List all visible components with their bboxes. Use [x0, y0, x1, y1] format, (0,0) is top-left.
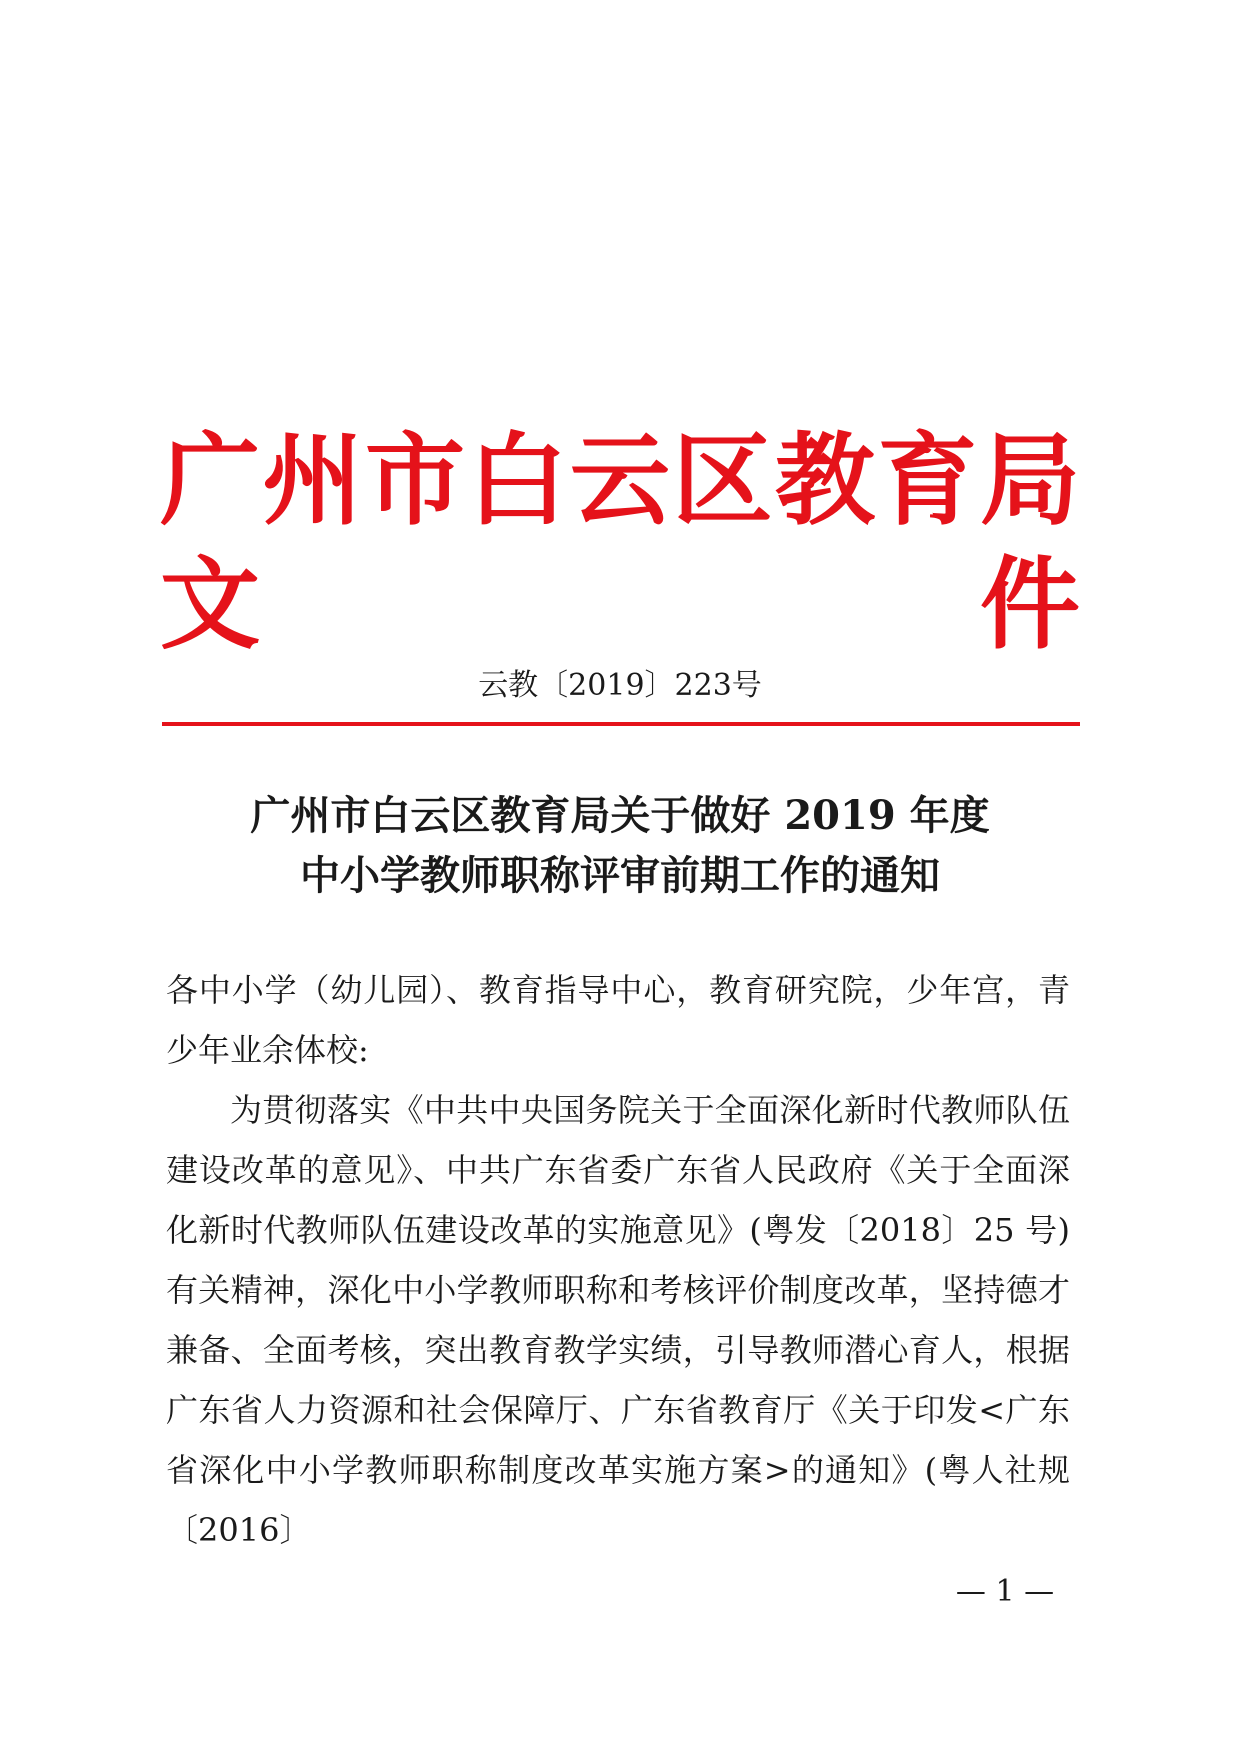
document-title-line-1: 广州市白云区教育局关于做好 2019 年度 — [250, 792, 990, 839]
page-number: — 1 — — [955, 1574, 1055, 1609]
body-paragraph: 为贯彻落实《中共中央国务院关于全面深化新时代教师队伍建设改革的意见》、中共广东省委广东省人民政府《关于全面深化新时代教师队伍建设改革的实施意见》(粤发〔2018〕25 号)有关精神，深化中小学教师职称和考核评价制度改革，坚持德才兼备、全面考核，突出教育教学实绩，引导教师潜心育人，根据广东省人力资源和社会保障厅、广东省教育厅《关于印发<广东省深化中小学教师职称制度改革实施方案>的通知》(粤人社规〔2016〕 — [166, 1091, 1070, 1549]
document-body — [166, 960, 1070, 1560]
document-number: 云教〔2019〕223号 — [478, 668, 762, 703]
document-title-line-2: 中小学教师职称评审前期工作的通知 — [300, 852, 940, 899]
salutation: 各中小学（幼儿园）、教育指导中心，教育研究院，少年宫，青少年业余体校: — [166, 971, 1070, 1069]
document-title — [0, 786, 1240, 906]
red-divider-rule — [162, 722, 1080, 726]
document-masthead: 广州市白云区教育局文件 — [160, 421, 1080, 663]
